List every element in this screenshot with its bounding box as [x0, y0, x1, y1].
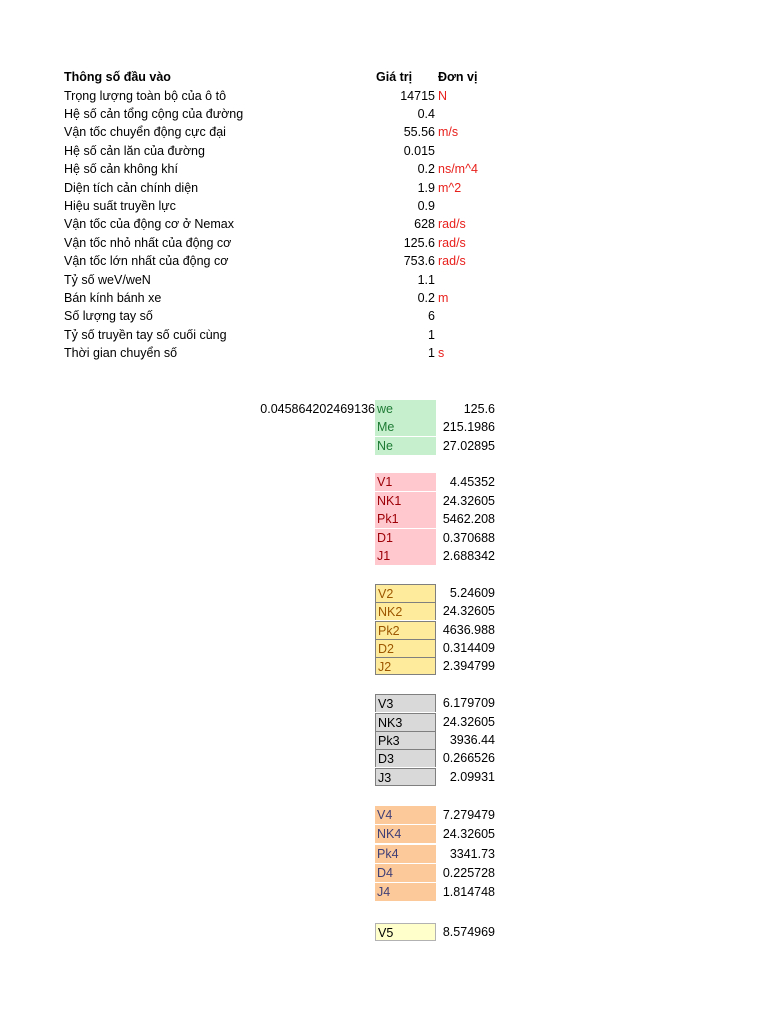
result-row [0, 864, 768, 882]
input-unit: m [438, 291, 449, 305]
input-row [0, 271, 768, 289]
result-name-cell: J4 [375, 883, 436, 901]
input-value: 1.1 [417, 273, 435, 287]
result-name-cell: NK3 [375, 713, 436, 731]
result-row [0, 602, 768, 620]
input-value: 0.4 [417, 107, 435, 121]
result-value: 2.688342 [442, 549, 495, 563]
result-value: 5462.208 [442, 512, 495, 526]
result-value: 4636.988 [442, 623, 495, 637]
result-name-cell: Me [375, 418, 436, 436]
input-label: Hiệu suất truyền lực [64, 199, 176, 213]
result-name-cell: Pk2 [375, 621, 436, 639]
result-row [0, 806, 768, 824]
header-param: Thông số đầu vào [64, 70, 171, 84]
input-label: Bán kính bánh xe [64, 291, 162, 305]
result-value: 24.32605 [442, 604, 495, 618]
result-name-cell: D4 [375, 864, 436, 882]
input-row [0, 87, 768, 105]
result-name-cell: V4 [375, 806, 436, 824]
result-row [0, 547, 768, 565]
result-value: 4.45352 [449, 475, 495, 489]
result-row [0, 713, 768, 731]
result-value: 0.266526 [442, 751, 495, 765]
result-name-cell: NK1 [375, 492, 436, 510]
result-value: 24.32605 [442, 827, 495, 841]
result-row [0, 883, 768, 901]
result-row [0, 825, 768, 843]
input-unit: ns/m^4 [438, 162, 478, 176]
input-unit: s [438, 346, 445, 360]
result-value: 2.09931 [449, 770, 495, 784]
result-name-cell: V3 [375, 694, 436, 712]
input-label: Vận tốc nhỏ nhất của động cơ [64, 236, 232, 250]
header-value: Giá trị [376, 70, 413, 84]
result-value: 8.574969 [442, 925, 495, 939]
input-label: Tỷ số truyền tay số cuối cùng [64, 328, 227, 342]
input-row [0, 179, 768, 197]
input-value: 0.2 [417, 291, 435, 305]
input-value: 0.015 [403, 144, 435, 158]
input-label: Vận tốc lớn nhất của động cơ [64, 254, 229, 268]
input-row [0, 289, 768, 307]
result-row [0, 639, 768, 657]
input-row [0, 307, 768, 325]
input-label: Thời gian chuyển số [64, 346, 178, 360]
input-value: 628 [414, 217, 435, 231]
input-label: Trọng lượng toàn bộ của ô tô [64, 89, 227, 103]
result-row [0, 621, 768, 639]
result-row [0, 657, 768, 675]
result-value: 1.814748 [442, 885, 495, 899]
result-value: 24.32605 [442, 715, 495, 729]
result-row [0, 694, 768, 712]
input-row [0, 123, 768, 141]
result-name-cell: V2 [375, 584, 436, 602]
input-row [0, 344, 768, 362]
header-row [0, 68, 768, 86]
result-row [0, 492, 768, 510]
input-unit: m^2 [438, 181, 462, 195]
input-label: Diện tích cản chính diện [64, 181, 199, 195]
result-value: 24.32605 [442, 494, 495, 508]
result-name-cell: Ne [375, 437, 436, 455]
result-row [0, 473, 768, 491]
input-row [0, 142, 768, 160]
input-row [0, 215, 768, 233]
input-value: 0.9 [417, 199, 435, 213]
input-unit: rad/s [438, 236, 466, 250]
input-label: Hệ số cản tổng cộng của đường [64, 107, 244, 121]
result-name-cell: Pk1 [375, 510, 436, 528]
result-name-cell: J1 [375, 547, 436, 565]
result-row [0, 923, 768, 941]
input-label: Số lượng tay số [64, 309, 153, 323]
result-row [0, 437, 768, 455]
input-label: Vận tốc của động cơ ở Nemax [64, 217, 234, 231]
result-name-cell: NK2 [375, 602, 436, 620]
input-value: 1.9 [417, 181, 435, 195]
result-row [0, 418, 768, 436]
input-value: 6 [428, 309, 435, 323]
result-name-cell: J3 [375, 768, 436, 786]
result-name-cell: D1 [375, 529, 436, 547]
result-name-cell: we [375, 400, 436, 418]
result-row [0, 400, 768, 418]
result-value: 0.314409 [442, 641, 495, 655]
result-value: 0.370688 [442, 531, 495, 545]
result-row [0, 529, 768, 547]
result-name-cell: D2 [375, 639, 436, 657]
result-value: 3341.73 [449, 847, 495, 861]
result-value: 0.225728 [442, 866, 495, 880]
input-row [0, 252, 768, 270]
result-row [0, 749, 768, 767]
result-value: 6.179709 [442, 696, 495, 710]
input-row [0, 197, 768, 215]
input-unit: N [438, 89, 448, 103]
input-value: 1 [428, 328, 435, 342]
result-value: 5.24609 [449, 586, 495, 600]
input-value: 55.56 [403, 125, 435, 139]
input-row [0, 234, 768, 252]
result-name-cell: D3 [375, 749, 436, 767]
result-name-cell: NK4 [375, 825, 436, 843]
input-row [0, 326, 768, 344]
input-label: Hệ số cản không khí [64, 162, 178, 176]
input-row [0, 160, 768, 178]
result-row [0, 510, 768, 528]
input-unit: rad/s [438, 254, 466, 268]
input-label: Vận tốc chuyển động cực đại [64, 125, 226, 139]
input-label: Tỷ số weV/weN [64, 273, 151, 287]
header-unit: Đơn vị [438, 70, 478, 84]
factor-value: 0.045864202469136 [260, 402, 375, 416]
input-unit: m/s [438, 125, 459, 139]
input-unit: rad/s [438, 217, 466, 231]
result-row [0, 731, 768, 749]
result-row [0, 584, 768, 602]
result-name-cell: Pk4 [375, 845, 436, 863]
input-value: 14715 [400, 89, 435, 103]
result-value: 7.279479 [442, 808, 495, 822]
result-value: 3936.44 [449, 733, 495, 747]
input-value: 753.6 [403, 254, 435, 268]
input-value: 0.2 [417, 162, 435, 176]
input-label: Hệ số cản lăn của đường [64, 144, 205, 158]
result-row [0, 845, 768, 863]
result-value: 125.6 [463, 402, 495, 416]
result-name-cell: Pk3 [375, 731, 436, 749]
input-row [0, 105, 768, 123]
input-value: 1 [428, 346, 435, 360]
result-row [0, 768, 768, 786]
result-name-cell: V5 [375, 923, 436, 941]
result-value: 215.1986 [442, 420, 495, 434]
result-value: 2.394799 [442, 659, 495, 673]
input-value: 125.6 [403, 236, 435, 250]
result-name-cell: J2 [375, 657, 436, 675]
result-name-cell: V1 [375, 473, 436, 491]
result-value: 27.02895 [442, 439, 495, 453]
